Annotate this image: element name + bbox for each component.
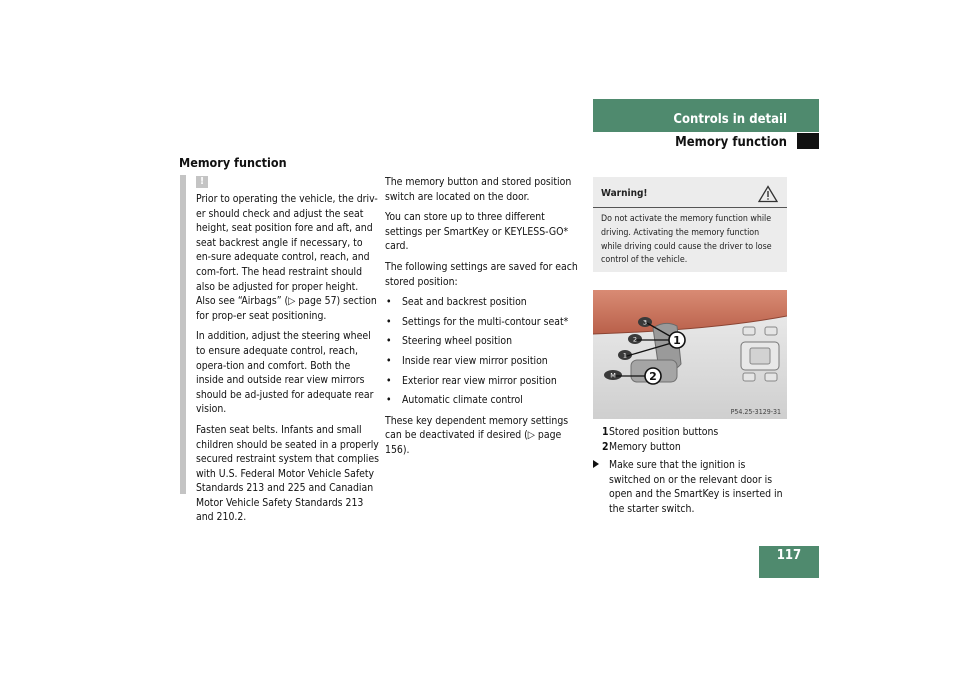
bullet-icon: • [386,354,392,367]
body-column [385,175,585,464]
bullet-icon: • [386,394,392,407]
list-item: • Steering wheel position [386,335,513,348]
door-panel-illustration [593,290,787,419]
body-paragraph: The memory button and stored position switch are located on the door. [385,176,572,203]
button-label-2: 2 [632,335,638,344]
warning-text: Do not activate the memory function while driving. Activating the memory function while driving could cause the driver to lose control of the vehicle. [601,214,772,266]
note-paragraph: Fasten seat belts. Infants and small children should be seated in a properly secured restraint system that complies with U.S. Federal Motor Vehicle Safety Standards 213 and 225 and Canadian Motor Vehicle Safety Standards 213 and 210.2. [196,423,380,524]
figure-legend [602,425,792,454]
caution-note [196,192,380,531]
bullet-icon: • [386,374,392,387]
list-item: • Settings for the multi-contour seat* [386,315,569,328]
note-paragraph: Prior to operating the vehicle, the driv-er should check and adjust the seat height, seat position fore and aft, and seat backrest angle if necessary, to en-sure adequate control, reach, and com-fort. The head restraint should also be adjusted for proper height. Also see “Airbags” (▷ page 57) section for prop-er seat positioning. [196,193,378,322]
door-panel-figure [593,290,787,419]
settings-list [385,295,585,408]
body-paragraph: The following settings are saved for each stored position: [385,260,578,288]
button-label-m: M [610,371,616,380]
header-marker [797,133,819,149]
list-item: • Exterior rear view mirror position [386,374,557,387]
page-heading: Memory function [179,155,287,170]
bullet-icon: • [386,335,392,348]
callout-1: 1 [673,334,681,347]
bullet-icon: • [386,296,392,309]
warning-triangle-icon [758,185,778,203]
warning-divider [593,207,787,208]
callout-2: 2 [649,370,657,383]
bullet-icon: • [386,315,392,328]
button-label-1: 1 [622,351,628,360]
legend-item: 2Memory button [602,440,681,453]
body-paragraph: These key dependent memory settings can be deactivated if desired (▷ page 156). [385,414,569,456]
figure-code: P54.25-3129-31 [730,408,781,416]
page-number: 117 [776,548,802,563]
note-bar [180,175,186,494]
list-item: • Automatic climate control [386,394,523,407]
step-arrow-icon [593,460,599,468]
chapter-title: Controls in detail [673,112,787,127]
step-text: Make sure that the ignition is switched on or the relevant door is open and the SmartKey is inserted in the starter switch. [609,459,783,515]
section-title: Memory function [675,135,787,150]
warning-title: Warning! [601,188,648,199]
note-paragraph: In addition, adjust the steering wheel to ensure adequate control, reach, opera-tion and comfort. Both the inside and outside rear view mirrors should be ad-justed for adequate rear vision. [196,330,374,416]
exclamation-icon: ! [196,176,208,188]
list-item: • Inside rear view mirror position [386,354,548,367]
legend-item: 1Stored position buttons [602,426,719,438]
body-paragraph: You can store up to three different settings per SmartKey or KEYLESS-GO* card. [385,211,569,253]
warning-box [593,177,787,272]
button-label-3: 3 [642,318,648,327]
list-item: • Seat and backrest position [386,296,527,309]
instruction-step [593,458,789,516]
